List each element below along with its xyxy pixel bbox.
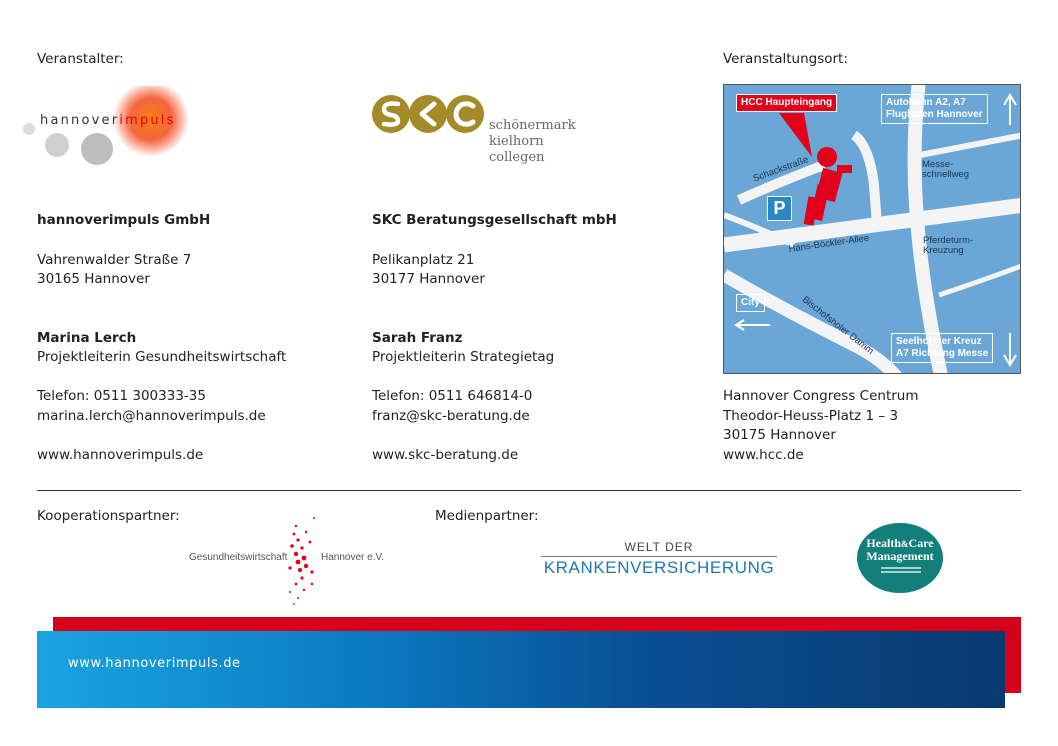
map-roads: [724, 85, 1021, 374]
wordmark-part-b: impuls: [119, 113, 176, 128]
org1-web-link[interactable]: www.hannoverimpuls.de: [37, 447, 204, 463]
venue-heading: Veranstaltungsort:: [723, 51, 848, 67]
gesundheitswirtschaft-logo: [186, 508, 386, 608]
hcm-line2: Management: [866, 549, 934, 563]
org1-city: 30165 Hannover: [37, 271, 150, 287]
section-divider: [37, 490, 1021, 491]
hcm-health: Health: [866, 536, 902, 550]
org2-contact-name: Sarah Franz: [372, 330, 463, 346]
map-bischofsholer-label: Bischofsholer Damm: [799, 294, 876, 357]
skc-logo-graphic: [372, 94, 487, 136]
hcm-amp: &: [901, 539, 909, 549]
health-care-management-logo: [857, 523, 943, 593]
map-seelhorster-line1: Seelhorster Kreuz: [896, 336, 982, 347]
wdk-line1: WELT DER: [624, 540, 694, 554]
venue-web-link[interactable]: www.hcc.de: [723, 447, 804, 463]
skc-logo-line3: collegen: [489, 150, 545, 165]
org2-web-link[interactable]: www.skc-beratung.de: [372, 447, 519, 463]
wdk-line2: KRANKENVERSICHERUNG: [543, 558, 775, 577]
map-entrance-label: HCC Haupteingang: [736, 94, 837, 112]
map-highway-top-line1: Autobahn A2, A7: [886, 97, 966, 108]
gesundheitswirtschaft-logo-left: Gesundheitswirtschaft: [189, 552, 288, 563]
map-messe-label: [922, 160, 969, 180]
venue-street: Theodor-Heuss-Platz 1 – 3: [723, 408, 899, 424]
hcm-fine-line-2: [881, 571, 921, 573]
org1-phone: Telefon: 0511 300333-35: [37, 388, 206, 404]
map-pferdeturm-label: [923, 236, 973, 256]
hannoverimpuls-logo: [20, 86, 190, 166]
coop-heading: Kooperationspartner:: [37, 508, 180, 524]
hannoverimpuls-wordmark: [40, 113, 176, 128]
skc-logo-line1: schönermark: [489, 118, 576, 133]
org1-email-link[interactable]: marina.lerch@hannoverimpuls.de: [37, 408, 266, 424]
map-messe-line2: schnellweg: [922, 169, 969, 180]
org2-phone: Telefon: 0511 646814-0: [372, 388, 533, 404]
media-heading: Medienpartner:: [435, 508, 539, 524]
org1-contact-role: Projektleiterin Gesundheitswirtschaft: [37, 349, 287, 365]
org2-name: SKC Beratungsgesellschaft mbH: [372, 212, 617, 228]
map-city-label: City: [736, 294, 765, 312]
map-highway-top-line2: Flughafen Hannover: [886, 109, 983, 120]
organizer-heading: Veranstalter:: [37, 51, 124, 67]
wordmark-part-a: hannover: [40, 113, 120, 128]
org2-email-link[interactable]: franz@skc-beratung.de: [372, 408, 530, 424]
map-seelhorster-line2: A7 Richtung Messe: [896, 348, 989, 359]
map-pferdeturm-line1: Pferdeturm-: [923, 235, 974, 246]
map-pferdeturm-line2: Kreuzung: [923, 245, 964, 256]
org1-contact-name: Marina Lerch: [37, 330, 137, 346]
skc-logo-text: [489, 118, 576, 166]
org2-contact-role: Projektleiterin Strategietag: [372, 349, 555, 365]
venue-name: Hannover Congress Centrum: [723, 388, 919, 404]
org1-street: Vahrenwalder Straße 7: [37, 252, 192, 268]
venue-city: 30175 Hannover: [723, 427, 836, 443]
hcm-care: Care: [908, 536, 934, 550]
map-highway-top: [881, 94, 988, 124]
org2-city: 30177 Hannover: [372, 271, 485, 287]
welt-der-krankenversicherung-logo: [541, 540, 777, 580]
org1-name: hannoverimpuls GmbH: [37, 212, 211, 228]
hcm-fine-line-1: [881, 567, 921, 569]
map-hans-boeckler-label: Hans-Böckler-Allee: [787, 232, 870, 255]
footer-url-link[interactable]: www.hannoverimpuls.de: [68, 656, 241, 671]
venue-map: [723, 84, 1021, 374]
map-parking-icon: P: [767, 196, 792, 221]
wdk-divider: [541, 556, 777, 557]
skc-logo-line2: kielhorn: [489, 134, 544, 149]
map-seelhorster-box: [891, 333, 993, 363]
map-schackstrasse-label: Schackstraße: [751, 154, 810, 185]
skc-logo: [372, 94, 592, 174]
map-messe-line1: Messe-: [922, 159, 954, 170]
gesundheitswirtschaft-logo-right: Hannover e.V.: [321, 552, 385, 563]
org2-street: Pelikanplatz 21: [372, 252, 475, 268]
